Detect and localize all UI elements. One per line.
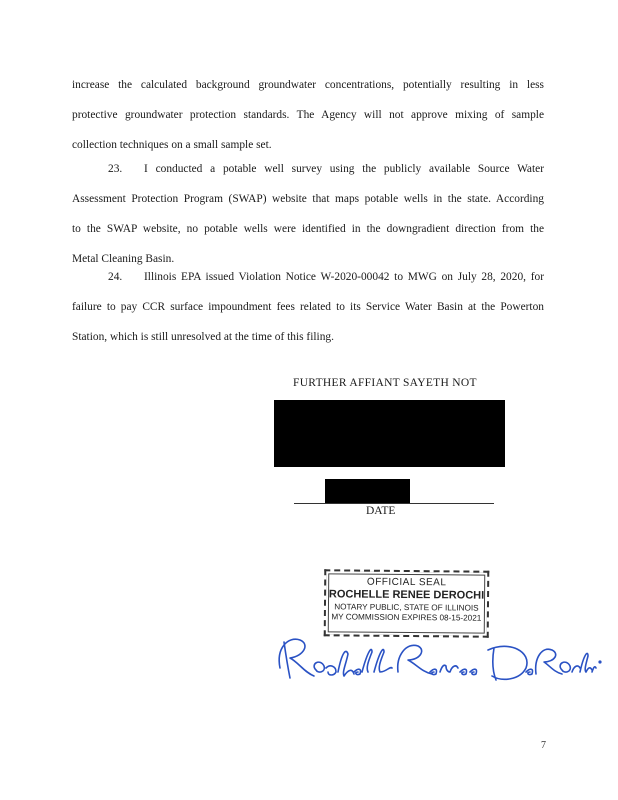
paragraph-continuation xyxy=(72,70,544,160)
seal-commission-line: MY COMMISSION EXPIRES 08-15-2021 xyxy=(331,612,482,623)
text-line: increase the calculated background groundwater concentrations, potentially resulting in less xyxy=(72,79,544,91)
paragraph-23 xyxy=(72,154,544,274)
text-line: Station, which is still unresolved at the time of this filing. xyxy=(72,331,334,343)
text-line: Assessment Protection Program (SWAP) website that maps potable wells in the state. According xyxy=(72,193,544,205)
redaction-signature-block xyxy=(274,400,505,467)
text-line: to the SWAP website, no potable wells were identified in the downgradient direction from the xyxy=(72,223,544,235)
text-line xyxy=(72,154,544,184)
paragraph-24 xyxy=(72,262,544,352)
text-line: Metal Cleaning Basin. xyxy=(72,253,175,265)
seal-title: OFFICIAL SEAL xyxy=(366,576,447,589)
text-line: failure to pay CCR surface impoundment fees related to its Service Water Basin at the Powerton xyxy=(72,301,544,313)
text-line: protective groundwater protection standards. The Agency will not approve mixing of sample xyxy=(72,109,544,121)
paragraph-number: 23. xyxy=(108,163,123,175)
paragraph-number: 24. xyxy=(108,271,123,283)
redaction-date xyxy=(325,479,410,503)
page-number: 7 xyxy=(541,740,546,751)
text-line-content: I conducted a potable well survey using the publicly available Source Water xyxy=(144,163,544,175)
handwritten-signature xyxy=(270,628,610,688)
text-line: collection techniques on a small sample set. xyxy=(72,139,272,151)
seal-name: ROCHELLE RENEE DEROCHI xyxy=(328,588,485,602)
date-label: DATE xyxy=(366,505,396,517)
affiant-statement: FURTHER AFFIANT SAYETH NOT xyxy=(293,377,477,389)
text-line xyxy=(72,262,544,292)
seal-notary-line: NOTARY PUBLIC, STATE OF ILLINOIS xyxy=(334,602,479,613)
signature-line xyxy=(294,503,494,504)
text-line-content: Illinois EPA issued Violation Notice W-2020-00042 to MWG on July 28, 2020, for xyxy=(144,271,544,283)
